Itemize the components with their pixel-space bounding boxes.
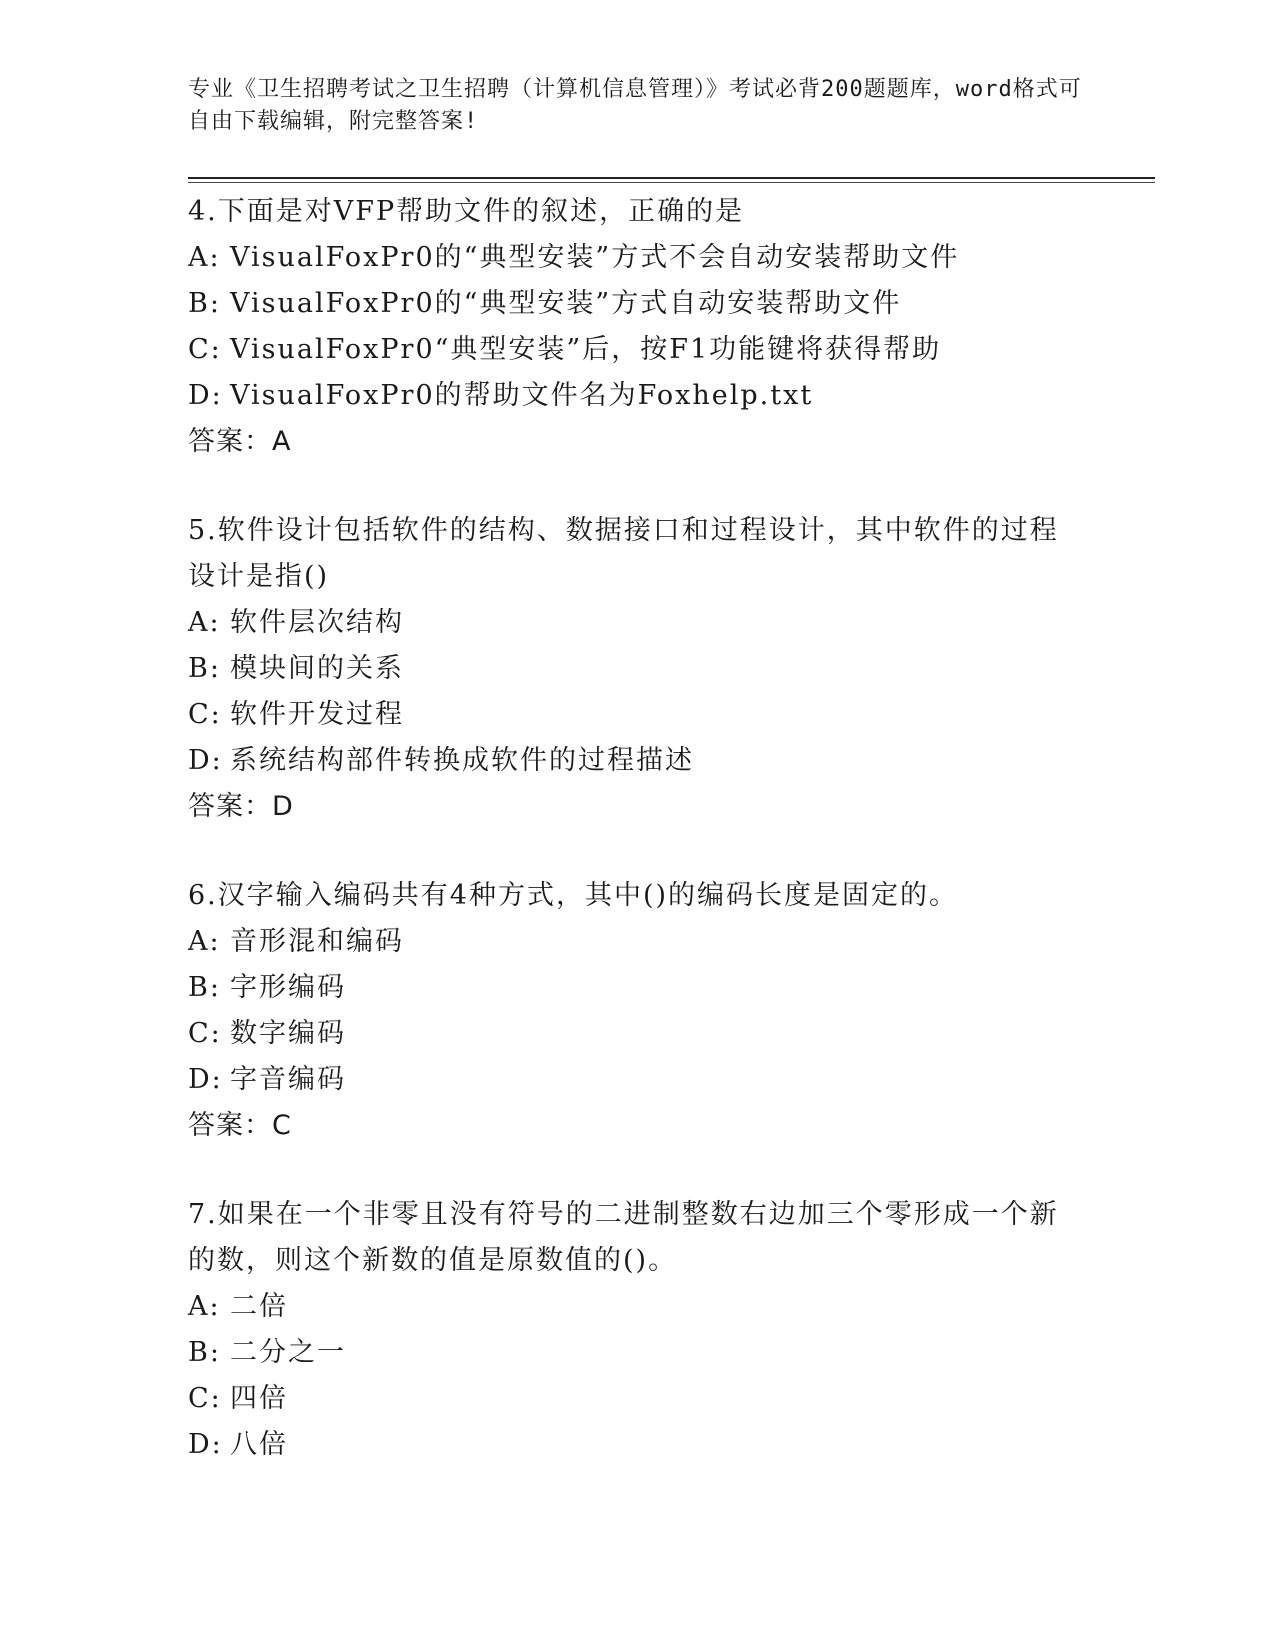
question-stem: 6.汉字输入编码共有4种方式，其中()的编码长度是固定的。 — [188, 880, 959, 911]
option-text: 字音编码 — [230, 1064, 346, 1095]
question-6 — [188, 873, 1068, 1149]
option-b — [188, 281, 1068, 327]
option-label: C: — [188, 334, 222, 365]
option-d — [188, 1422, 1068, 1468]
option-label: D: — [188, 1429, 223, 1460]
option-c — [188, 1011, 1068, 1057]
question-list — [188, 189, 1068, 1511]
option-b — [188, 1330, 1068, 1376]
option-label: A: — [188, 1291, 221, 1322]
option-text: 系统结构部件转换成软件的过程描述 — [230, 745, 694, 776]
answer: 答案：A — [188, 426, 292, 457]
option-label: A: — [188, 607, 221, 638]
question-7 — [188, 1192, 1068, 1468]
option-text: 数字编码 — [230, 1018, 346, 1049]
option-label: D: — [188, 745, 223, 776]
option-label: B: — [188, 1337, 221, 1368]
option-label: B: — [188, 972, 221, 1003]
option-text: VisualFoxPr0“典型安装”后，按F1功能键将获得帮助 — [230, 334, 942, 365]
option-text: 软件层次结构 — [230, 607, 404, 638]
option-text: VisualFoxPr0的“典型安装”方式自动安装帮助文件 — [230, 288, 902, 319]
document-header: 专业《卫生招聘考试之卫生招聘（计算机信息管理）》考试必背200题题库，word格式可自由下载编辑，附完整答案! — [188, 77, 1082, 134]
option-label: A: — [188, 926, 221, 957]
option-label: C: — [188, 1383, 222, 1414]
option-label: A: — [188, 242, 221, 273]
header-rule-thin — [188, 182, 1155, 183]
option-b — [188, 646, 1068, 692]
question-stem: 4.下面是对VFP帮助文件的叙述，正确的是 — [188, 196, 745, 227]
option-a — [188, 235, 1068, 281]
question-4 — [188, 189, 1068, 465]
option-d — [188, 373, 1068, 419]
header-rule-thick — [188, 177, 1155, 179]
option-text: 四倍 — [230, 1383, 288, 1414]
option-c — [188, 1376, 1068, 1422]
option-d — [188, 1057, 1068, 1103]
question-stem: 7.如果在一个非零且没有符号的二进制整数右边加三个零形成一个新的数，则这个新数的值是原数值的()。 — [188, 1199, 1059, 1276]
option-label: C: — [188, 1018, 222, 1049]
option-d — [188, 738, 1068, 784]
option-text: VisualFoxPr0的“典型安装”方式不会自动安装帮助文件 — [230, 242, 960, 273]
option-b — [188, 965, 1068, 1011]
option-c — [188, 692, 1068, 738]
option-text: VisualFoxPr0的帮助文件名为Foxhelp.txt — [230, 380, 814, 411]
question-5 — [188, 508, 1068, 830]
answer: 答案：D — [188, 791, 294, 822]
option-label: D: — [188, 1064, 223, 1095]
option-label: B: — [188, 288, 221, 319]
option-text: 八倍 — [230, 1429, 288, 1460]
option-text: 二分之一 — [230, 1337, 346, 1368]
option-a — [188, 1284, 1068, 1330]
option-label: B: — [188, 653, 221, 684]
question-stem: 5.软件设计包括软件的结构、数据接口和过程设计，其中软件的过程设计是指() — [188, 515, 1059, 592]
option-a — [188, 919, 1068, 965]
option-label: D: — [188, 380, 223, 411]
option-c — [188, 327, 1068, 373]
option-text: 二倍 — [230, 1291, 288, 1322]
option-text: 音形混和编码 — [230, 926, 404, 957]
option-text: 字形编码 — [230, 972, 346, 1003]
option-label: C: — [188, 699, 222, 730]
answer: 答案：C — [188, 1110, 292, 1141]
option-text: 模块间的关系 — [230, 653, 404, 684]
option-text: 软件开发过程 — [230, 699, 404, 730]
option-a — [188, 600, 1068, 646]
